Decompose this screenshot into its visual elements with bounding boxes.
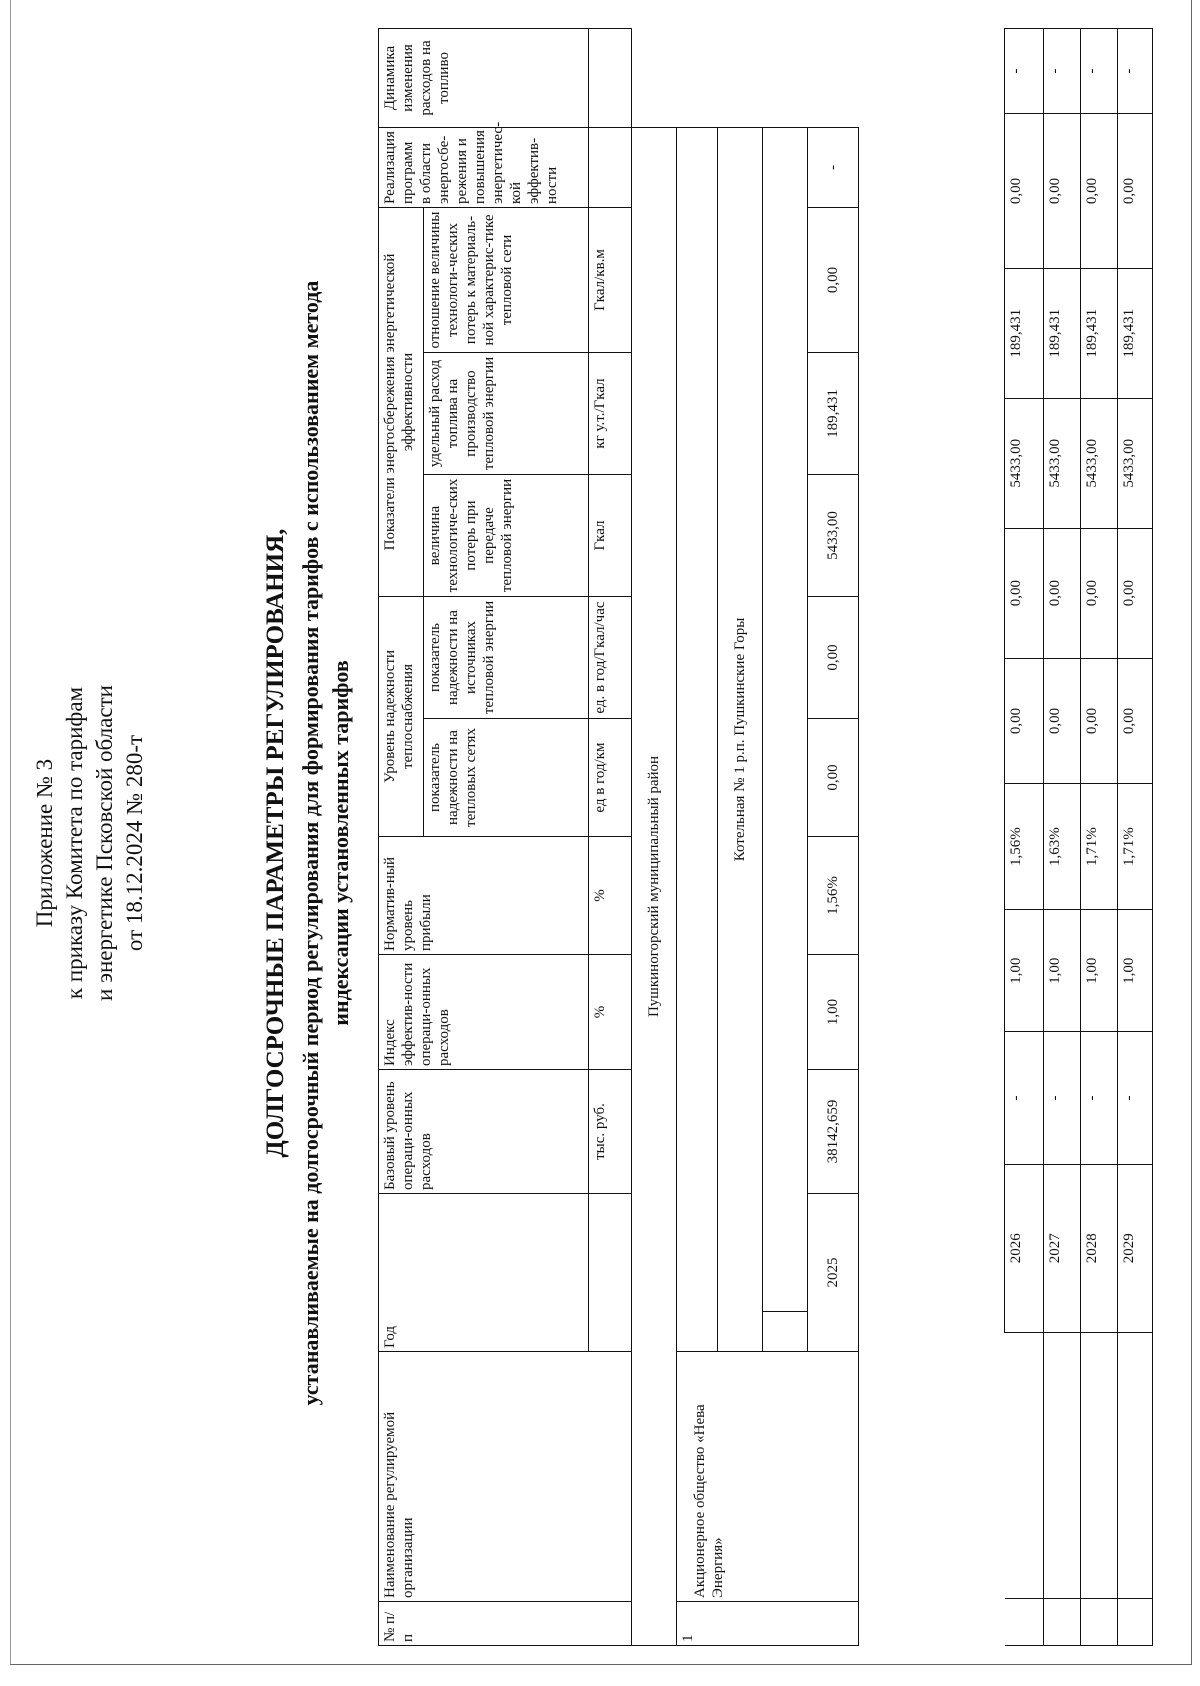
cell-technological-losses: 5433,00 [1081,398,1118,528]
org-continuation [1044,1332,1081,1598]
cell-fuel-consumption: 189,431 [1005,268,1044,398]
cell-fuel-consumption: 189,431 [808,353,859,475]
document-subtitle-continued: индексации установленных тарифов [328,660,353,1026]
cell-year: 2025 [808,1194,859,1352]
cell-technological-losses: 5433,00 [1044,398,1081,528]
header-year: Год [379,1194,589,1352]
cell-reliability-networks: 0,00 [1005,658,1044,784]
appendix-committee-line: и энергетике Псковской области [92,685,117,1001]
year-gutter [763,1312,808,1352]
cell-base-level: - [1005,1032,1044,1164]
org-continuation [1081,1332,1118,1598]
cell-programs: - [1005,29,1044,114]
unit-reliability-sources: ед. в год/Гкал/час [589,597,632,719]
cell-fuel-consumption: 189,431 [1081,268,1118,398]
cell-reliability-sources: 0,00 [808,597,859,719]
cell-losses-ratio: 0,00 [1044,114,1081,268]
cell-programs: - [1044,29,1081,114]
table-header-row [379,29,424,1646]
unit-dynamics-blank [589,29,632,128]
units-year-blank [589,1194,632,1352]
header-fuel-dynamics: Динамика изменения расходов на топливо [379,29,589,128]
cell-profit-level: 1,71% [1118,784,1153,910]
num-continuation [1118,1599,1153,1646]
unit-programs-blank [589,127,632,207]
cell-technological-losses: 5433,00 [1005,398,1044,528]
appendix-heading [30,0,150,1686]
cell-year: 2028 [1081,1164,1118,1332]
cell-reliability-networks: 0,00 [1081,658,1118,784]
cell-efficiency-index: 1,00 [1005,909,1044,1032]
table-row-2027 [1044,29,1081,1646]
header-base-level: Базовый уровень операци-онных расходов [379,1070,589,1194]
header-reliability-sources: показатель надежности на источниках тепловой энергии [424,597,589,719]
cell-profit-level: 1,71% [1081,784,1118,910]
cell-reliability-sources: 0,00 [1005,528,1044,658]
cell-reliability-networks: 0,00 [1044,658,1081,784]
cell-reliability-sources: 0,00 [1118,528,1153,658]
cell-technological-losses: 5433,00 [1118,398,1153,528]
header-reliability-group: Уровень надежности теплоснабжения [379,597,424,837]
organization-spacer [677,127,718,1351]
header-num: № п/п [379,1602,632,1646]
cell-year: 2029 [1118,1164,1153,1332]
table-row-2026 [1005,29,1044,1646]
document-subtitle: устанавливаемые на долгосрочный период регулирования для формирования тарифов с использованием метода [298,280,323,1406]
header-technological-losses: величина технологиче-ских потерь при передаче тепловой энергии [424,475,589,597]
cell-losses-ratio: 0,00 [1081,114,1118,268]
appendix-date-line: от 18.12.2024 № 280-т [122,734,147,952]
cell-losses-ratio: 0,00 [808,207,859,352]
cell-year: 2026 [1005,1164,1044,1332]
unit-profit-level: % [589,837,632,955]
appendix-order-line: к приказу Комитета по тарифам [62,686,87,1000]
unit-base-level: тыс. руб. [589,1070,632,1194]
num-continuation [1081,1599,1118,1646]
header-organization: Наименование регулируемой организации [379,1352,632,1602]
unit-technological-losses: Гкал [589,475,632,597]
district-row [632,29,677,1646]
spacer-cells [763,127,808,1311]
cell-profit-level: 1,56% [808,837,859,955]
cell-profit-level: 1,63% [1044,784,1081,910]
num-continuation [1005,1599,1044,1646]
document-title: ДОЛГОСРОЧНЫЕ ПАРАМЕТРЫ РЕГУЛИРОВАНИЯ, [262,528,289,1158]
regulation-parameters-table-years [1004,28,1153,1646]
regulation-parameters-table [378,28,859,1646]
num-continuation [1044,1599,1081,1646]
organization-number: 1 [677,1602,859,1646]
unit-losses-ratio: Гкал/кв.м [589,207,632,352]
cell-base-level: - [1118,1032,1153,1164]
cell-base-level: 38142,659 [808,1070,859,1194]
org-continuation [1118,1332,1153,1598]
cell-year: 2027 [1044,1164,1081,1332]
cell-programs: - [1118,29,1153,114]
unit-reliability-networks: ед в год/км [589,719,632,837]
cell-efficiency-index: 1,00 [808,955,859,1070]
unit-fuel-consumption: кг у.т./Гкал [589,353,632,475]
header-fuel-consumption: удельный расход топлива на производство тепловой энергии [424,353,589,475]
header-profit-level: Норматив-ный уровень прибыли [379,837,589,955]
cell-reliability-sources: 0,00 [1081,528,1118,658]
organization-row [677,29,718,1646]
cell-efficiency-index: 1,00 [1044,909,1081,1032]
cell-losses-ratio: 0,00 [1005,114,1044,268]
cell-losses-ratio: 0,00 [1118,114,1153,268]
header-energy-saving-group: Показатели энергосбережения энергетической эффективности [379,207,424,596]
cell-efficiency-index: 1,00 [1081,909,1118,1032]
district-name: Пушкиногорский муниципальный район [632,127,677,1645]
cell-programs: - [1081,29,1118,114]
header-programs: Реализация программ в области энергосбе-режения и повышения энергетичес-кой эффектив-ности [379,127,589,207]
cell-base-level: - [1044,1032,1081,1164]
table-row-2028 [1081,29,1118,1646]
cell-technological-losses: 5433,00 [808,475,859,597]
unit-efficiency-index: % [589,955,632,1070]
cell-base-level: - [1081,1032,1118,1164]
cell-fuel-consumption: 189,431 [1044,268,1081,398]
cell-reliability-networks: 0,00 [808,719,859,837]
cell-reliability-networks: 0,00 [1118,658,1153,784]
table-row-2029 [1118,29,1153,1646]
cell-efficiency-index: 1,00 [1118,909,1153,1032]
header-reliability-networks: показатель надежности на тепловых сетях [424,719,589,837]
cell-reliability-sources: 0,00 [1044,528,1081,658]
cell-programs: - [808,127,859,207]
cell-fuel-consumption: 189,431 [1118,268,1153,398]
header-losses-ratio: отношение величины технологи-ческих потерь к материаль-ной характерис-тике тепловой сети [424,207,589,352]
org-continuation [1005,1332,1044,1598]
boiler-name: Котельная № 1 р.п. Пушкинские Горы [718,127,763,1351]
organization-name: Акционерное общество «Нева Энергия» [677,1352,859,1602]
appendix-number: Приложение № 3 [32,758,57,928]
cell-profit-level: 1,56% [1005,784,1044,910]
header-efficiency-index: Индекс эффектив-ности операци-онных расходов [379,955,589,1070]
